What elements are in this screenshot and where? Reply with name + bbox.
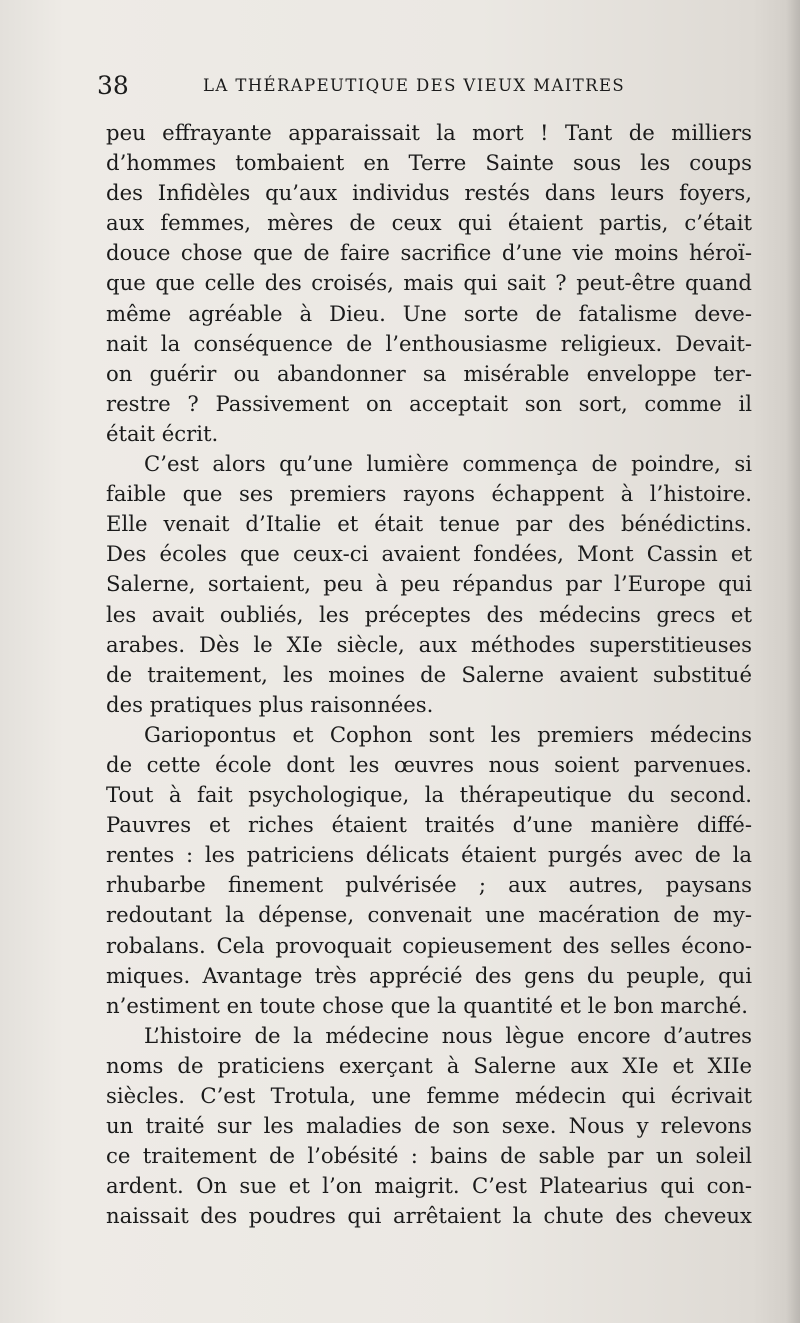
running-title: LA THÉRAPEUTIQUE DES VIEUX MAITRES — [203, 76, 626, 95]
text-line: ardent. On sue et l’on maigrit. C’est Platearius qui con- — [106, 1173, 752, 1199]
paragraph-3 — [106, 720, 752, 1021]
text-line: miques. Avantage très apprécié des gens du peuple, qui — [106, 962, 752, 988]
text-line: Tout à fait psychologique, la thérapeutique du second. — [106, 782, 752, 808]
text-line: Gariopontus et Cophon sont les premiers médecins — [144, 721, 752, 747]
text-line: rentes : les patriciens délicats étaient purgés avec de la — [106, 842, 752, 868]
text-line: de cette école dont les œuvres nous soient parvenues. — [106, 751, 752, 777]
text-line: nait la conséquence de l’enthousiasme religieux. Devait- — [106, 330, 752, 356]
text-line: faible que ses premiers rayons échappent à l’histoire. — [106, 481, 752, 507]
text-line: même agréable à Dieu. Une sorte de fatalisme deve- — [106, 300, 752, 326]
text-line: douce chose que de faire sacrifice d’une vie moins héroï- — [106, 240, 752, 266]
text-line: redoutant la dépense, convenait une macération de my- — [106, 902, 752, 928]
text-line: naissait des poudres qui arrêtaient la chute des cheveux — [106, 1203, 752, 1229]
text-line: était écrit. — [106, 420, 219, 446]
body-text — [106, 118, 752, 1231]
text-line: les avait oubliés, les préceptes des médecins grecs et — [106, 601, 752, 627]
text-line: des pratiques plus raisonnées. — [106, 691, 434, 717]
text-line: Des écoles que ceux-ci avaient fondées, Mont Cassin et — [106, 541, 752, 567]
page-number: 38 — [97, 71, 129, 100]
text-line: Pauvres et riches étaient traités d’une manière diffé- — [106, 812, 752, 838]
paragraph-4 — [106, 1021, 752, 1232]
page-header — [97, 70, 747, 106]
text-line: C’est alors qu’une lumière commença de poindre, si — [144, 451, 752, 477]
paragraph-2 — [106, 449, 752, 720]
text-line: des Infidèles qu’aux individus restés dans leurs foyers, — [106, 180, 752, 206]
paragraph-1 — [106, 118, 752, 449]
page-edge-shadow — [786, 0, 800, 1323]
text-line: un traité sur les maladies de son sexe. Nous y relevons — [106, 1113, 752, 1139]
text-line: Elle venait d’Italie et était tenue par des bénédictins. — [106, 511, 752, 537]
text-line: noms de praticiens exerçant à Salerne aux XIe et XIIe — [106, 1052, 752, 1078]
text-line: rhubarbe finement pulvérisée ; aux autres, paysans — [106, 872, 752, 898]
text-line: siècles. C’est Trotula, une femme médecin qui écrivait — [106, 1083, 752, 1108]
text-line: de traitement, les moines de Salerne avaient substitué — [106, 661, 752, 687]
text-line: n’estiment en toute chose que la quantité et le bon marché. — [106, 992, 749, 1018]
text-line: L’histoire de la médecine nous lègue encore d’autres — [144, 1022, 752, 1048]
text-line: arabes. Dès le XIe siècle, aux méthodes superstitieuses — [106, 631, 752, 657]
text-line: on guérir ou abandonner sa misérable enveloppe ter- — [106, 360, 752, 386]
text-line: robalans. Cela provoquait copieusement des selles écono- — [106, 932, 752, 958]
text-line: Salerne, sortaient, peu à peu répandus par l’Europe qui — [106, 571, 752, 597]
text-line: aux femmes, mères de ceux qui étaient partis, c’était — [106, 210, 752, 236]
text-line: peu effrayante apparaissait la mort ! Tant de milliers — [106, 120, 752, 145]
text-line: que que celle des croisés, mais qui sait ? peut-être quand — [106, 270, 752, 296]
text-line: restre ? Passivement on acceptait son sort, comme il — [106, 390, 752, 416]
text-line: ce traitement de l’obésité : bains de sable par un soleil — [106, 1143, 752, 1169]
text-line: d’hommes tombaient en Terre Sainte sous les coups — [106, 150, 752, 176]
